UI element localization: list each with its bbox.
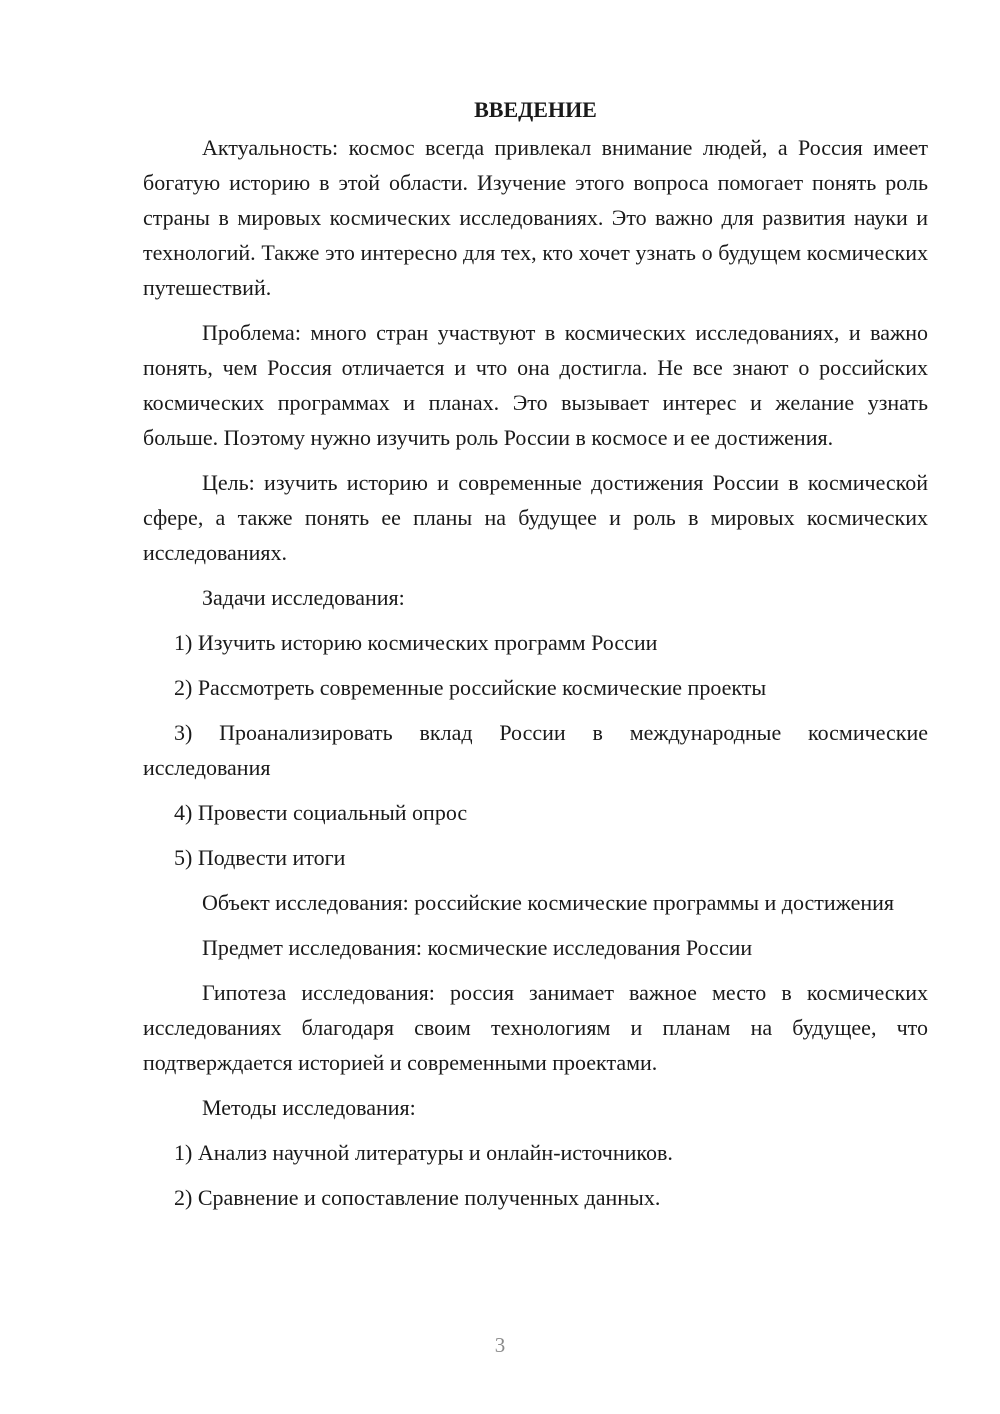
task-item-3: 3) Проанализировать вклад России в международные космические исследования (143, 720, 928, 780)
methods-heading: Методы исследования: (202, 1095, 416, 1120)
hypothesis-paragraph: Гипотеза исследования: россия занимает важное место в космических исследованиях благодаря своим технологиям и планам на будущее, что подтверждается историей и современными проектами. (143, 980, 928, 1075)
page-number: 3 (494, 1333, 506, 1357)
task-item-1: 1) Изучить историю космических программ России (174, 630, 658, 655)
task-item-4: 4) Провести социальный опрос (174, 800, 468, 825)
subject-paragraph: Предмет исследования: космические исследования России (202, 935, 753, 960)
problem-paragraph: Проблема: много стран участвуют в космических исследованиях, и важно понять, чем Россия отличается и что она достигла. Не все знают о российских космических программах и планах. Это вызывает интерес и желание узнать больше. Поэтому нужно изучить роль России в космосе и ее достижения. (143, 320, 928, 450)
tasks-heading: Задачи исследования: (202, 585, 405, 610)
document-page (143, 92, 928, 1225)
method-item-2: 2) Сравнение и сопоставление полученных данных. (174, 1185, 661, 1210)
method-item-1: 1) Анализ научной литературы и онлайн-источников. (174, 1140, 673, 1165)
task-item-2: 2) Рассмотреть современные российские космические проекты (174, 675, 767, 700)
task-item-5: 5) Подвести итоги (174, 845, 346, 870)
document-title: ВВЕДЕНИЕ (474, 97, 597, 122)
goal-paragraph: Цель: изучить историю и современные достижения России в космической сфере, а также понять ее планы на будущее и роль в мировых космических исследованиях. (143, 470, 928, 565)
object-paragraph: Объект исследования: российские космические программы и достижения (202, 890, 895, 915)
relevance-paragraph: Актуальность: космос всегда привлекал внимание людей, а Россия имеет богатую историю в этой области. Изучение этого вопроса помогает понять роль страны в мировых космических исследованиях. Это важно для развития науки и технологий. Также это интересно для тех, кто хочет узнать о будущем космических путешествий. (143, 135, 928, 300)
